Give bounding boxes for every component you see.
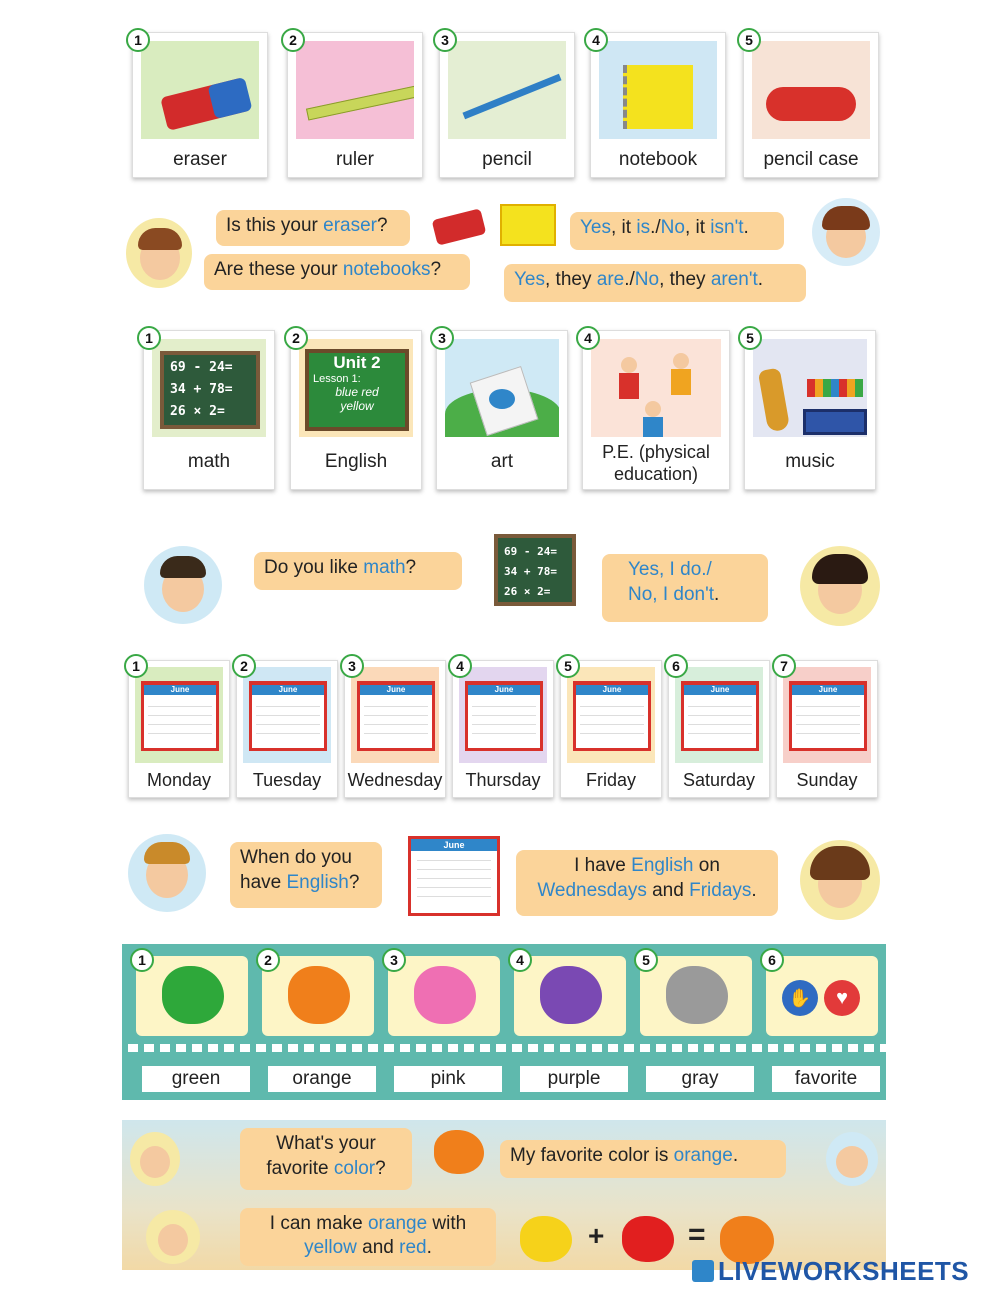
art-image	[445, 339, 559, 437]
calendar-image	[351, 667, 439, 763]
number-badge: 2	[281, 28, 305, 52]
keyword: color	[333, 1157, 376, 1179]
speech-bubble-answer	[602, 554, 768, 622]
label-color: gray	[646, 1066, 754, 1092]
card-eraser	[132, 32, 268, 178]
pencil-case-image	[752, 41, 870, 139]
label-math: math	[187, 451, 231, 473]
notebook-icon	[500, 204, 556, 246]
keyword: don't	[673, 583, 715, 605]
label-day: Tuesday	[252, 770, 322, 791]
boy-avatar	[126, 218, 192, 288]
calendar-month: June	[360, 685, 432, 695]
label-day: Wednesday	[347, 770, 443, 791]
text: .	[732, 1145, 739, 1166]
text: favorite	[266, 1157, 334, 1179]
number-badge: 7	[772, 654, 796, 678]
number-badge: 6	[664, 654, 688, 678]
text: ./	[650, 217, 661, 238]
card-day	[128, 660, 230, 798]
girl-avatar	[146, 1210, 200, 1264]
card-art	[436, 330, 568, 490]
label-day: Thursday	[465, 770, 541, 791]
speech-bubble-mixing	[240, 1208, 496, 1266]
calendar-month: June	[144, 685, 216, 695]
music-image	[753, 339, 867, 437]
text: When do you	[240, 847, 352, 868]
speech-bubble-question	[230, 842, 382, 908]
eraser-icon	[432, 208, 487, 245]
color-frame	[514, 956, 626, 1036]
text: , they	[659, 269, 711, 290]
calendar-icon	[249, 681, 327, 751]
plus-icon: +	[588, 1220, 605, 1251]
equation: 26 × 2=	[504, 585, 551, 598]
pink-splash-icon	[414, 966, 476, 1024]
orange-splash-icon	[434, 1130, 484, 1174]
equation: 34 + 78=	[504, 565, 557, 578]
pe-image	[591, 339, 721, 437]
card-ruler	[287, 32, 423, 178]
number-badge: 4	[508, 948, 532, 972]
speech-bubble-q1	[216, 210, 410, 246]
calendar-icon	[465, 681, 543, 751]
number-badge: 1	[124, 654, 148, 678]
logo-text: LIVEWORKSHEETS	[718, 1255, 970, 1286]
color-frame	[262, 956, 374, 1036]
text: .	[743, 217, 749, 238]
text: ?	[377, 215, 388, 236]
speech-bubble-answer	[500, 1140, 786, 1178]
label-day: Sunday	[796, 770, 858, 791]
label-color: green	[142, 1066, 250, 1092]
gray-splash-icon	[666, 966, 728, 1024]
green-splash-icon	[162, 966, 224, 1024]
color-frame	[640, 956, 752, 1036]
keyword: No, I	[628, 583, 674, 605]
favorite-color-panel	[122, 1120, 886, 1270]
label-pencil: pencil	[482, 149, 532, 171]
keyword: red	[399, 1236, 427, 1258]
card-pencil-case	[743, 32, 879, 178]
card-day	[452, 660, 554, 798]
girl-avatar	[826, 1132, 878, 1186]
text: ?	[375, 1157, 386, 1179]
yellow-splash-icon	[520, 1216, 572, 1262]
calendar-image	[783, 667, 871, 763]
ruler-image	[296, 41, 414, 139]
text: , it	[684, 217, 711, 238]
calendar-icon	[681, 681, 759, 751]
text: I can make	[269, 1213, 368, 1234]
number-badge: 5	[556, 654, 580, 678]
equation: 69 - 24=	[170, 360, 233, 375]
colors-film-strip	[122, 944, 886, 1100]
number-badge: 1	[126, 28, 150, 52]
label-eraser: eraser	[173, 149, 227, 171]
keyword: No	[660, 217, 685, 238]
pencil-image	[448, 41, 566, 139]
keyword: Yes	[580, 217, 611, 238]
calendar-month: June	[684, 685, 756, 695]
calendar-month: June	[411, 839, 497, 851]
color-frame	[766, 956, 878, 1036]
girl-avatar	[800, 840, 880, 920]
keyword: do	[680, 559, 702, 580]
number-badge: 6	[760, 948, 784, 972]
label-color: orange	[268, 1066, 376, 1092]
card-day	[560, 660, 662, 798]
color-frame	[388, 956, 500, 1036]
text: have	[240, 871, 287, 893]
text: ?	[405, 557, 417, 578]
keyword: aren't	[710, 269, 758, 290]
label-day: Monday	[146, 770, 212, 791]
text: and	[356, 1236, 400, 1258]
heart-icon: ♥	[824, 980, 860, 1016]
card-day	[776, 660, 878, 798]
label-color: favorite	[772, 1066, 880, 1092]
equation: 34 + 78=	[170, 382, 233, 397]
calendar-image	[459, 667, 547, 763]
number-badge: 2	[256, 948, 280, 972]
girl-avatar	[800, 546, 880, 626]
number-badge: 5	[634, 948, 658, 972]
board-title: Unit 2	[333, 353, 381, 372]
label-art: art	[490, 451, 514, 473]
number-badge: 2	[284, 326, 308, 350]
calendar-image	[135, 667, 223, 763]
text: .	[714, 583, 720, 605]
calendar-image	[243, 667, 331, 763]
speech-bubble-q2	[204, 254, 470, 290]
calendar-icon	[573, 681, 651, 751]
card-day	[668, 660, 770, 798]
boy-avatar	[144, 546, 222, 624]
math-image	[152, 339, 266, 437]
card-pe	[582, 330, 730, 490]
text: ?	[430, 259, 442, 280]
card-day	[236, 660, 338, 798]
boy-avatar	[130, 1132, 180, 1186]
text: ./	[624, 269, 635, 290]
color-frame	[136, 956, 248, 1036]
keyword: orange	[673, 1145, 733, 1166]
card-math	[143, 330, 275, 490]
number-badge: 2	[232, 654, 256, 678]
chalkboard	[305, 349, 409, 431]
card-english	[290, 330, 422, 490]
text: .	[757, 269, 764, 290]
film-perforation	[122, 1044, 886, 1052]
keyword: orange	[367, 1213, 428, 1234]
text: Do you like	[264, 557, 364, 578]
calendar-icon	[357, 681, 435, 751]
equation: 69 - 24=	[504, 545, 557, 558]
keyword: ./	[701, 559, 712, 580]
number-badge: 5	[737, 28, 761, 52]
label-notebook: notebook	[618, 149, 698, 171]
calendar-icon	[141, 681, 219, 751]
eraser-image	[141, 41, 259, 139]
number-badge: 4	[576, 326, 600, 350]
keyword: eraser	[323, 215, 378, 236]
boy-avatar	[128, 834, 206, 912]
red-splash-icon	[622, 1216, 674, 1262]
text: on	[693, 855, 720, 876]
logo-icon	[692, 1260, 714, 1282]
label-day: Friday	[585, 770, 636, 791]
card-day	[344, 660, 446, 798]
keyword: is	[636, 217, 651, 238]
speech-bubble-question	[240, 1128, 412, 1190]
label-day: Saturday	[682, 770, 756, 791]
board-text: Lesson 1:	[313, 373, 361, 385]
keyword: English	[631, 855, 694, 876]
speech-bubble-question	[254, 552, 462, 590]
keyword: English	[286, 871, 349, 893]
speech-bubble-answer	[516, 850, 778, 916]
board-text: yellow	[340, 399, 374, 413]
text: Are these your	[214, 259, 343, 280]
thumbs-up-icon: ✋	[782, 980, 818, 1016]
keyword: are	[596, 269, 625, 290]
text: .	[751, 879, 757, 901]
text: Is this your	[226, 215, 324, 236]
math-chalkboard-icon	[494, 534, 576, 606]
number-badge: 3	[340, 654, 364, 678]
speech-bubble-a1	[570, 212, 784, 250]
number-badge: 1	[137, 326, 161, 350]
text: , they	[545, 269, 597, 290]
text: What's your	[276, 1133, 376, 1154]
label-color: purple	[520, 1066, 628, 1092]
label-pencil-case: pencil case	[763, 149, 859, 171]
chalkboard	[160, 351, 260, 429]
calendar-month: June	[252, 685, 324, 695]
calendar-month: June	[576, 685, 648, 695]
label-english: English	[324, 451, 388, 473]
text: , it	[611, 217, 637, 238]
keyword: Yes	[514, 269, 545, 290]
calendar-month: June	[792, 685, 864, 695]
label-color: pink	[394, 1066, 502, 1092]
keyword: Fridays	[689, 879, 752, 901]
keyword: Wednesdays	[537, 879, 647, 901]
number-badge: 1	[130, 948, 154, 972]
keyword: math	[363, 557, 406, 578]
keyword: isn't	[710, 217, 744, 238]
number-badge: 5	[738, 326, 762, 350]
keyword: yellow	[304, 1236, 357, 1258]
calendar-image	[675, 667, 763, 763]
label-ruler: ruler	[335, 149, 374, 171]
calendar-icon	[408, 836, 500, 916]
equals-icon: =	[688, 1218, 706, 1251]
label-pe: P.E. (physical education)	[602, 442, 710, 484]
text: I have	[574, 855, 632, 876]
number-badge: 3	[382, 948, 406, 972]
keyword: notebooks	[342, 259, 431, 280]
english-image	[299, 339, 413, 437]
equation: 26 × 2=	[170, 404, 225, 419]
card-notebook	[590, 32, 726, 178]
notebook-image	[599, 41, 717, 139]
orange-splash-icon	[288, 966, 350, 1024]
board-text: blue red	[335, 385, 379, 399]
text: and	[646, 879, 690, 901]
text: with	[427, 1213, 467, 1234]
number-badge: 3	[430, 326, 454, 350]
calendar-icon	[789, 681, 867, 751]
speech-bubble-a2	[504, 264, 806, 302]
number-badge: 3	[433, 28, 457, 52]
purple-splash-icon	[540, 966, 602, 1024]
label-music: music	[785, 451, 835, 473]
calendar-month: June	[468, 685, 540, 695]
text: .	[426, 1236, 432, 1258]
number-badge: 4	[448, 654, 472, 678]
keyword: Yes, I	[628, 559, 681, 580]
card-pencil	[439, 32, 575, 178]
number-badge: 4	[584, 28, 608, 52]
liveworksheets-logo	[692, 1254, 969, 1288]
card-music	[744, 330, 876, 490]
keyword: No	[634, 269, 660, 290]
text: My favorite color is	[510, 1145, 674, 1166]
text: ?	[348, 871, 360, 893]
calendar-image	[567, 667, 655, 763]
girl-avatar	[812, 198, 880, 266]
